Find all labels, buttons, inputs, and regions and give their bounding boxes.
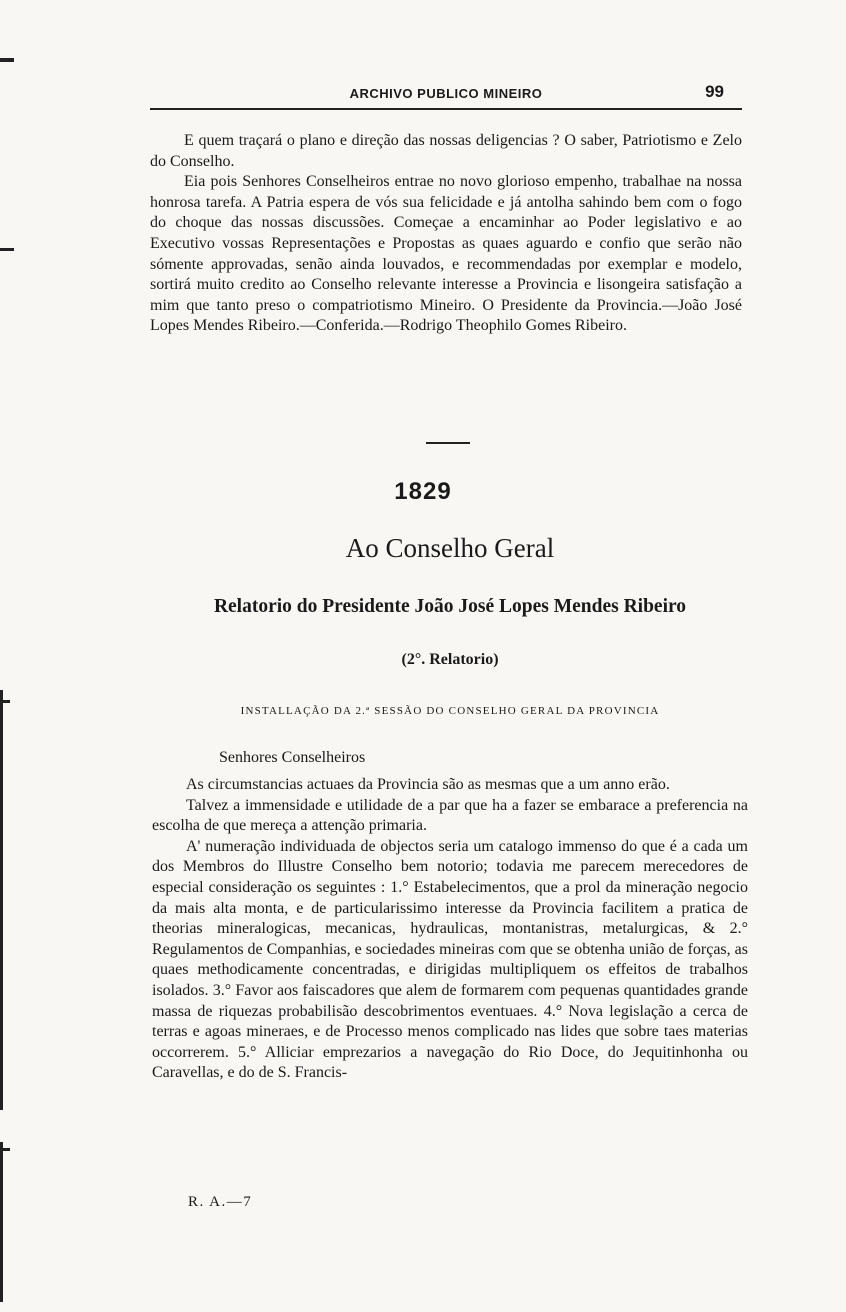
intro-paragraph: E quem traçará o plano e direção das nossas deligencias ? O saber, Patriotismo e Zelo do Conselho. xyxy=(150,132,742,170)
running-title: ARCHIVO PUBLICO MINEIRO xyxy=(349,86,543,101)
report-title: Relatorio do Presidente João José Lopes Mendes Ribeiro xyxy=(213,596,687,617)
scan-edge-mark xyxy=(0,1142,3,1302)
body-paragraph: A' numeração individuada de objectos seria um catalogo immenso do que é a cada um dos Membros do Illustre Conselho bem notorio; todavia me parecem merecedores de especial consideração os seguintes : 1.° Estabelecimentos, que a prol da mineração negocio da mais alta monta, e de particularissimo interesse da Provincia facilitem a pratica de theorias mineralogicas, mecanicas, hydraulicas, montanistras, metalurgicas, & 2.° Regulamentos de Companhias, e sociedades mineiras com que se obtenha união de forças, as quaes methodicamente concentradas, e dirigidas multipliquem os effeitos de trabalhos isolados. 3.° Favor aos faiscadores que alem de formarem com pequenas quantidades grande massa de riquezas probabilisão descobrimentos eventuaes. 4.° Nova legislação a cerca de terras e agoas mineraes, e de Processo menos complicado nas lides que sobre taes materias occorrerem. 5.° Alliciar emprezarios a navegação do Rio Doce, do Jequitinhonha ou Caravellas, e do de S. Francis- xyxy=(152,837,748,1082)
page-header xyxy=(150,82,742,112)
report-number: (2°. Relatorio) xyxy=(401,651,499,668)
body-paragraph: As circumstancias actuaes da Provincia são as mesmas que a um anno erão. xyxy=(186,776,670,793)
body-paragraph: Talvez a immensidade e utilidade de a par que ha a fazer se embarace a preferencia na escolha de que mereça a attenção primaria. xyxy=(152,796,748,835)
body-text xyxy=(152,775,748,1084)
page-number: 99 xyxy=(705,82,724,101)
section-separator xyxy=(426,442,470,444)
intro-paragraph: Eia pois Senhores Conselheiros entrae no novo glorioso empenho, trabalhae na nossa honrosa tarefa. A Patria espera de vós sua felicidade e já antolha sahindo bem com o fogo do choque das nossas discussões. Começae a encaminhar ao Poder legislativo e ao Executivo vossas Representações e Propostas as quaes aguardo e confio que serão não sómente approvadas, senão ainda louvados, e recommendadas por exemplar e modelo, sortirá muito credito ao Conselho relevante interesse a Provincia e lisongeira satisfação a mim que tanto preso o compatriotismo Mineiro. O Presidente da Provincia.—João José Lopes Mendes Ribeiro.—Conferida.—Rodrigo Theophilo Gomes Ribeiro. xyxy=(150,173,742,335)
section-title: Ao Conselho Geral xyxy=(345,533,555,563)
scan-edge-mark xyxy=(0,58,14,62)
intro-text xyxy=(150,131,742,337)
salutation: Senhores Conselheiros xyxy=(219,749,366,766)
scan-edge-mark xyxy=(0,1148,10,1151)
signature-mark: R. A.—7 xyxy=(188,1194,253,1210)
header-rule xyxy=(150,108,742,110)
installation-heading: INSTALLAÇÃO DA 2.ª SESSÃO DO CONSELHO GERAL DA PROVINCIA xyxy=(240,705,660,717)
scan-edge-mark xyxy=(0,248,14,251)
section-year: 1829 xyxy=(394,478,452,505)
scan-edge-mark xyxy=(0,700,10,703)
scan-edge-mark xyxy=(0,690,3,1110)
